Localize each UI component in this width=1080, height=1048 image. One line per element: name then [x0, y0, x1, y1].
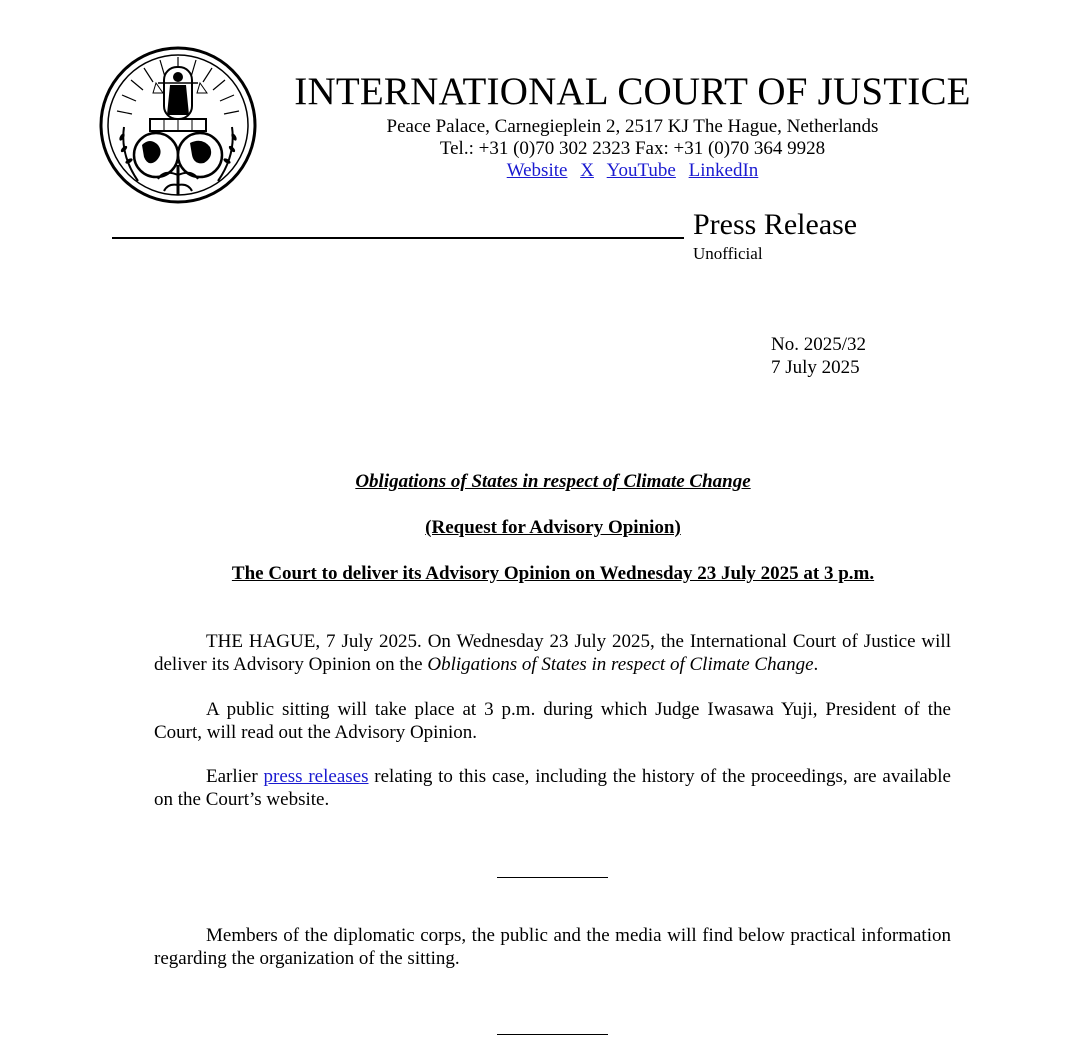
p3-lead: Earlier	[206, 766, 264, 787]
press-release-label: Press Release	[693, 208, 858, 241]
court-seal-logo	[98, 45, 258, 205]
case-title	[100, 471, 1006, 493]
paragraph-earlier-releases	[154, 765, 951, 811]
section-separator	[497, 877, 608, 878]
contact-line: Tel.: +31 (0)70 302 2323 Fax: +31 (0)70 364 9928	[439, 138, 826, 159]
unofficial-label: Unofficial	[693, 244, 763, 263]
website-link[interactable]: Website	[506, 160, 568, 181]
header-rule	[112, 237, 684, 239]
p1-italic-case: Obligations of States in respect of Climate Change	[427, 654, 814, 675]
case-type-text: (Request for Advisory Opinion)	[425, 517, 681, 538]
linkedin-link[interactable]: LinkedIn	[688, 160, 759, 181]
section-separator	[497, 1034, 608, 1035]
youtube-link[interactable]: YouTube	[606, 160, 676, 181]
p1-lead: THE HAGUE, 7 July 2025. On Wednesday 23 July 2025, the International Court of Justice will deliver its Advisory Opinion on the	[154, 631, 951, 675]
release-number: No. 2025/32	[771, 334, 866, 355]
p1-end: .	[813, 654, 819, 675]
release-date: 7 July 2025	[771, 357, 860, 378]
headline-text: The Court to deliver its Advisory Opinion on Wednesday 23 July 2025 at 3 p.m.	[231, 563, 875, 584]
address-line: Peace Palace, Carnegieplein 2, 2517 KJ The Hague, Netherlands	[386, 116, 879, 137]
paragraph-practical-info: Members of the diplomatic corps, the public and the media will find below practical information regarding the organization of the sitting.	[154, 925, 951, 969]
x-link[interactable]: X	[580, 160, 594, 181]
court-name-heading: INTERNATIONAL COURT OF JUSTICE	[294, 70, 971, 113]
paragraph-announcement	[154, 630, 951, 676]
paragraph-public-sitting: A public sitting will take place at 3 p.m. during which Judge Iwasawa Yuji, President of the Court, will read out the Advisory Opinion.	[154, 699, 951, 743]
headline	[100, 563, 1006, 585]
case-type	[100, 517, 1006, 539]
press-releases-link[interactable]: press releases	[263, 766, 369, 787]
social-links	[260, 160, 1005, 182]
case-title-text: Obligations of States in respect of Climate Change	[355, 471, 751, 492]
p3-rest: relating to this case, including the history of the proceedings, are available on the Court’s website.	[154, 766, 951, 810]
